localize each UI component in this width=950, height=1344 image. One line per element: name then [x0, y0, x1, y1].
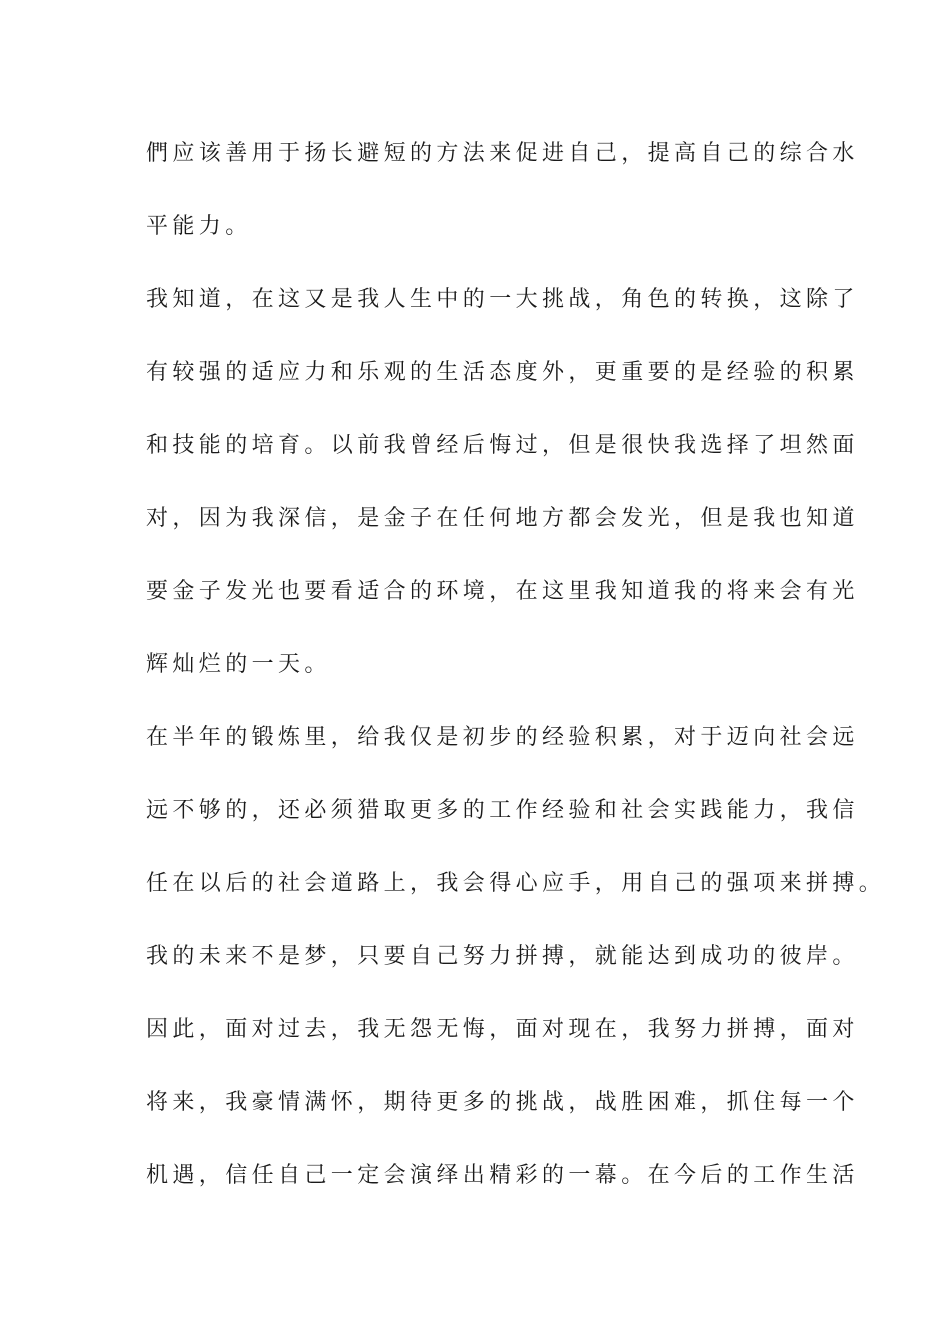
- text-line: 对，因为我深信，是金子在任何地方都会发光，但是我也知道: [146, 506, 859, 531]
- text-line: 我的未来不是梦，只要自己努力拼搏，就能达到成功的彼岸。: [146, 944, 859, 969]
- text-line: 和技能的培育。以前我曾经后悔过，但是很快我选择了坦然面: [146, 433, 859, 458]
- text-line: 要金子发光也要看适合的环境，在这里我知道我的将来会有光: [146, 579, 859, 604]
- text-line: 因此，面对过去，我无怨无悔，面对现在，我努力拼搏，面对: [146, 1017, 859, 1042]
- text-line: 們应该善用于扬长避短的方法来促进自己，提高自己的综合水: [146, 141, 859, 166]
- text-line: 远不够的，还必须猎取更多的工作经验和社会实践能力，我信: [146, 798, 859, 823]
- text-line: 辉灿烂的一天。: [146, 652, 331, 677]
- text-line: 机遇，信任自己一定会演绎出精彩的一幕。在今后的工作生活: [146, 1163, 859, 1188]
- text-line: 在半年的锻炼里，给我仅是初步的经验积累，对于迈向社会远: [146, 725, 859, 750]
- text-line: 我知道，在这又是我人生中的一大挑战，角色的转换，这除了: [146, 287, 859, 312]
- text-line: 平能力。: [146, 214, 252, 239]
- text-line: 任在以后的社会道路上，我会得心应手，用自己的强项来拼搏。: [146, 871, 886, 896]
- text-line: 将来，我豪情满怀，期待更多的挑战，战胜困难，抓住每一个: [146, 1090, 859, 1115]
- text-line: 有较强的适应力和乐观的生活态度外，更重要的是经验的积累: [146, 360, 859, 385]
